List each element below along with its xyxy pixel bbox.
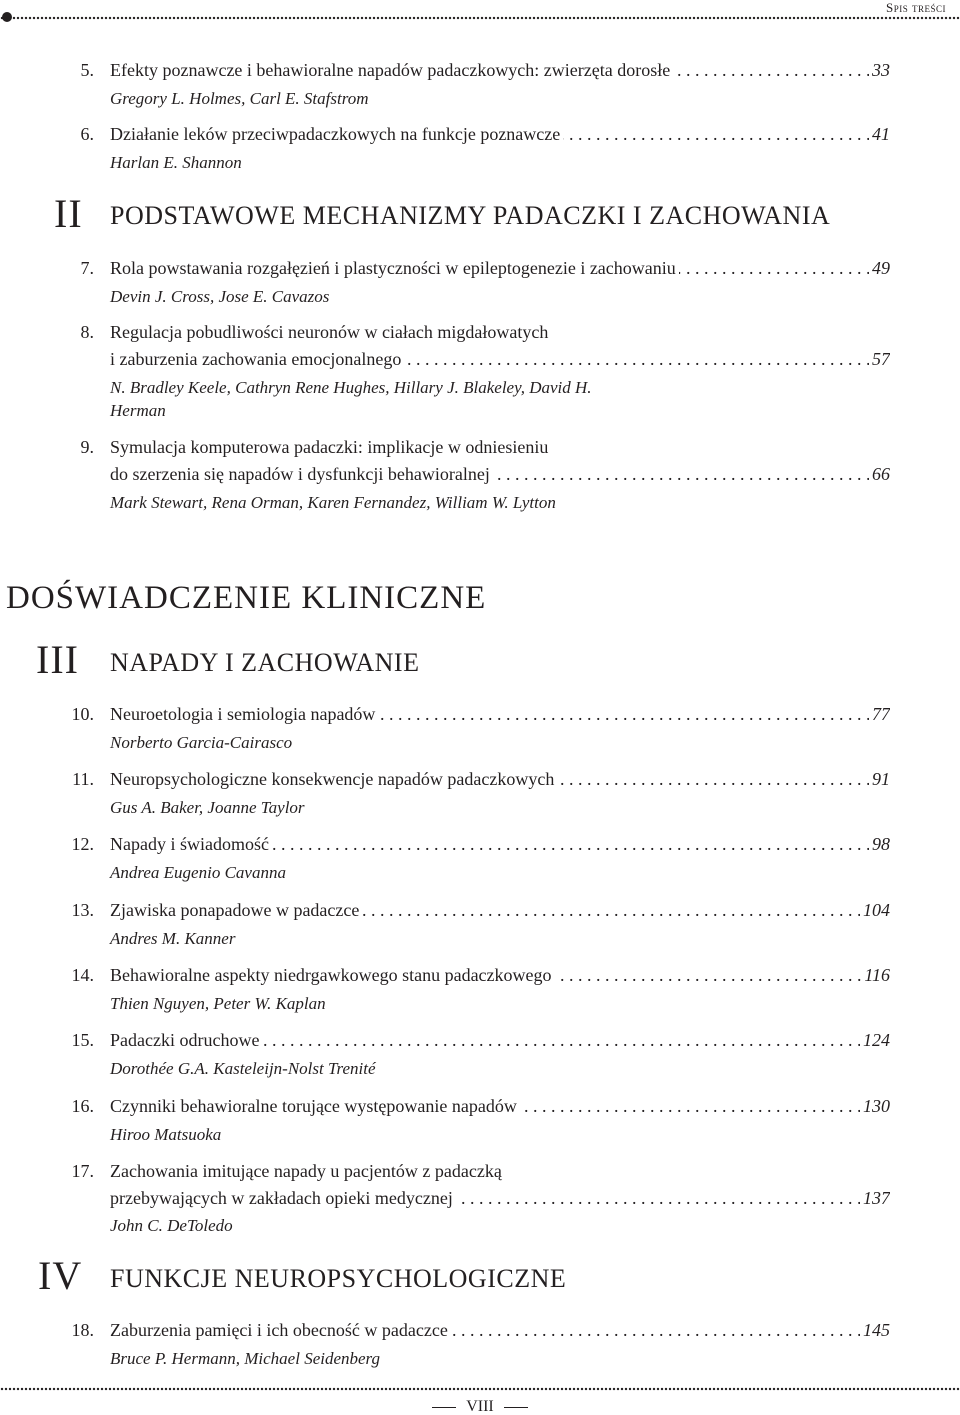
entry-number: 9. <box>80 437 94 457</box>
entry-title: Rola powstawania rozgałęzień i plastyczności w epileptogenezie i zachowaniu 49 . . . <box>110 254 890 282</box>
section-title: NAPADY I ZACHOWANIE <box>110 648 420 677</box>
entry-page: 130 <box>860 1092 890 1120</box>
entry-page: 145 <box>860 1316 890 1344</box>
entry-title: Zachowania imitujące napady u pacjentów z padaczką <box>110 1161 502 1181</box>
entry-author: Thien Nguyen, Peter W. Kaplan <box>110 994 326 1013</box>
footer-dash-right <box>504 1407 528 1408</box>
entry-author: Andres M. Kanner <box>110 929 236 948</box>
entry-title: Zjawiska ponapadowe w padaczce 104 . . . <box>110 896 890 924</box>
entry-title: Neuroetologia i semiologia napadów 77 . . . <box>110 700 890 728</box>
entry-number: 14. <box>71 965 94 985</box>
entry-author: Gregory L. Holmes, Carl E. Stafstrom <box>110 89 369 108</box>
entry-page: 116 <box>861 961 890 989</box>
entry-page: 33 <box>869 56 890 84</box>
footer-dotted-rule <box>0 1387 960 1391</box>
part-title: DOŚWIADCZENIE KLINICZNE <box>6 580 487 616</box>
entry-page: 49 <box>869 254 890 282</box>
entry-number: 15. <box>71 1030 94 1050</box>
entry-number: 11. <box>72 769 94 789</box>
page-number: VIII <box>466 1398 494 1415</box>
entry-number: 8. <box>80 322 94 342</box>
entry-page: 104 <box>860 896 890 924</box>
entry-number: 5. <box>80 60 94 80</box>
entry-title: Efekty poznawcze i behawioralne napadów padaczkowych: zwierzęta dorosłe 33 . . . <box>110 56 890 84</box>
entry-title: Regulacja pobudliwości neuronów w ciałach migdałowatych <box>110 322 549 342</box>
entry-page: 124 <box>860 1026 890 1054</box>
entry-page: 66 <box>869 460 890 488</box>
entry-number: 6. <box>80 124 94 144</box>
entry-title: Padaczki odruchowe 124 . . . <box>110 1026 890 1054</box>
header-dotted-rule <box>0 16 960 20</box>
entry-title-cont: do szerzenia się napadów i dysfunkcji behawioralnej 66 . . . <box>110 460 890 488</box>
footer-dash-left <box>432 1407 456 1408</box>
entry-author: Harlan E. Shannon <box>110 153 242 172</box>
entry-page: 137 <box>860 1184 890 1212</box>
entry-author: Hiroo Matsuoka <box>110 1125 222 1144</box>
entry-title: Neuropsychologiczne konsekwencje napadów padaczkowych 91 . . . <box>110 765 890 793</box>
entry-author: Devin J. Cross, Jose E. Cavazos <box>110 287 330 306</box>
section-number: III <box>36 637 79 682</box>
entry-page: 77 <box>869 700 890 728</box>
running-header: Spis treści <box>886 0 946 15</box>
entry-title-cont: i zaburzenia zachowania emocjonalnego 57 . . . <box>110 345 890 373</box>
entry-number: 12. <box>71 834 94 854</box>
section-number: IV <box>38 1253 83 1298</box>
entry-author-cont: Herman <box>110 401 166 420</box>
entry-title: Działanie leków przeciwpadaczkowych na funkcje poznawcze 41 . . . <box>110 120 890 148</box>
entry-title: Symulacja komputerowa padaczki: implikacje w odniesieniu <box>110 437 549 457</box>
entry-author: N. Bradley Keele, Cathryn Rene Hughes, Hillary J. Blakeley, David H. <box>110 378 592 397</box>
section-title: FUNKCJE NEUROPSYCHOLOGICZNE <box>110 1264 567 1293</box>
entry-page: 91 <box>869 765 890 793</box>
entry-number: 10. <box>71 704 94 724</box>
section-number: II <box>54 191 83 236</box>
entry-number: 16. <box>71 1096 94 1116</box>
entry-page: 57 <box>869 345 890 373</box>
entry-author: Andrea Eugenio Cavanna <box>110 863 286 882</box>
entry-title: Napady i świadomość 98 . . . <box>110 830 890 858</box>
entry-page: 98 <box>869 830 890 858</box>
entry-number: 18. <box>71 1320 94 1340</box>
entry-number: 17. <box>71 1161 94 1181</box>
entry-author: Norberto Garcia-Cairasco <box>110 733 293 752</box>
entry-page: 41 <box>869 120 890 148</box>
page-footer <box>0 1398 960 1415</box>
entry-author: Dorothée G.A. Kasteleijn-Nolst Trenité <box>110 1059 376 1078</box>
section-title: PODSTAWOWE MECHANIZMY PADACZKI I ZACHOWANIA <box>110 201 831 230</box>
entry-title-cont: przebywających w zakładach opieki medycznej 137 . . . <box>110 1184 890 1212</box>
entry-author: Gus A. Baker, Joanne Taylor <box>110 798 305 817</box>
entry-author: Mark Stewart, Rena Orman, Karen Fernandez, William W. Lytton <box>110 493 556 512</box>
entry-title: Czynniki behawioralne torujące występowanie napadów 130 . . . <box>110 1092 890 1120</box>
entry-author: Bruce P. Hermann, Michael Seidenberg <box>110 1349 381 1368</box>
entry-author: John C. DeToledo <box>110 1216 233 1235</box>
entry-title: Behawioralne aspekty niedrgawkowego stanu padaczkowego 116 . . . <box>110 961 890 989</box>
entry-number: 7. <box>80 258 94 278</box>
entry-title: Zaburzenia pamięci i ich obecność w padaczce 145 . . . <box>110 1316 890 1344</box>
entry-number: 13. <box>71 900 94 920</box>
